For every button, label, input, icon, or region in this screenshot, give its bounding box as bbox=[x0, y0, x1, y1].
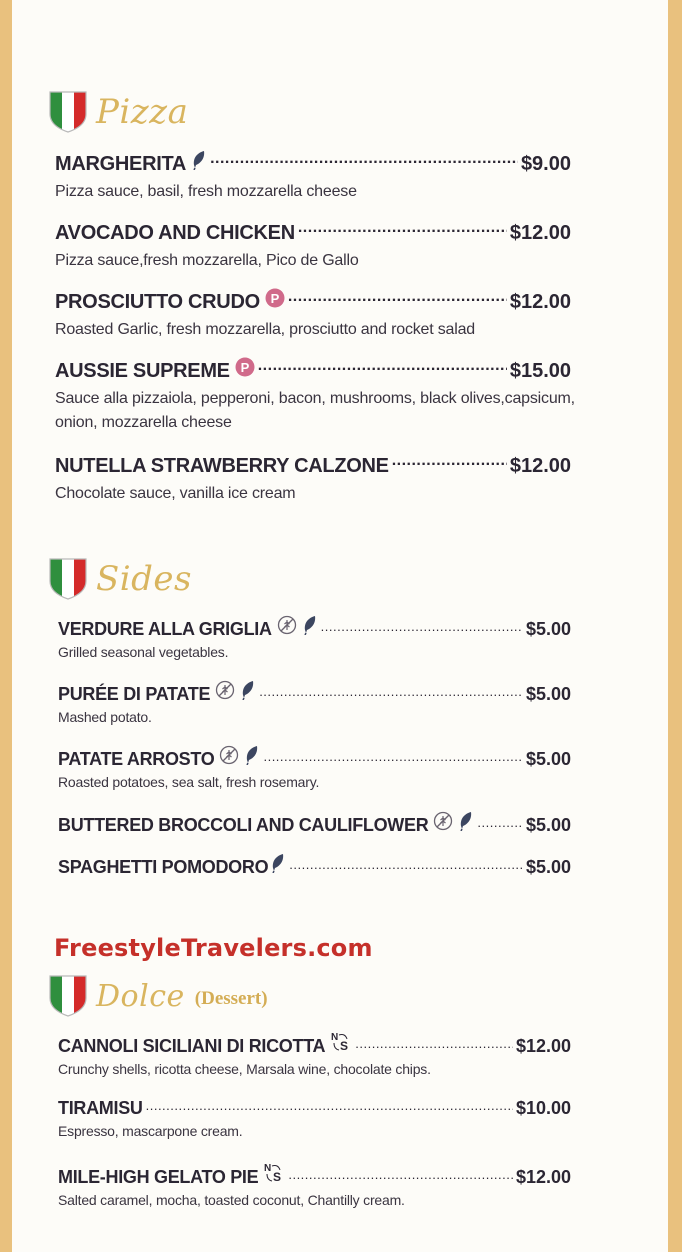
leader-dots bbox=[210, 150, 518, 170]
section-title: Pizza bbox=[96, 92, 189, 132]
item-name: SPAGHETTI POMODORO bbox=[58, 857, 269, 877]
menu-item bbox=[55, 288, 571, 342]
item-description: Chocolate sauce, vanilla ice cream bbox=[55, 485, 296, 502]
leader-dots bbox=[321, 617, 523, 635]
item-price: $5.00 bbox=[525, 857, 571, 877]
leader-dots bbox=[258, 357, 507, 377]
leader-dots bbox=[146, 1096, 513, 1114]
item-description: Grilled seasonal vegetables. bbox=[58, 644, 229, 660]
item-name: PURÉE DI PATATE bbox=[58, 684, 211, 704]
item-description: Sauce alla pizzaiola, pepperoni, bacon, mushrooms, black olives,capsicum, onion, mozzarella cheese bbox=[55, 390, 575, 431]
svg-text:P: P bbox=[270, 291, 280, 306]
watermark-text: FreestyleTravelers.com bbox=[54, 934, 373, 962]
item-name: BUTTERED BROCCOLI AND CAULIFLOWER bbox=[58, 815, 429, 835]
item-description: Crunchy shells, ricotta cheese, Marsala wine, chocolate chips. bbox=[58, 1061, 431, 1077]
leader-dots bbox=[288, 1165, 513, 1183]
item-name: MARGHERITA bbox=[55, 153, 187, 175]
pork-icon bbox=[235, 357, 255, 377]
leader-dots bbox=[298, 219, 507, 239]
menu-item bbox=[58, 1161, 571, 1208]
menu-item bbox=[58, 1030, 571, 1077]
leader-dots bbox=[288, 288, 507, 308]
item-name: VERDURE ALLA GRIGLIA bbox=[58, 619, 272, 639]
menu-item bbox=[55, 150, 571, 204]
svg-text:P: P bbox=[240, 360, 250, 375]
gluten-free-icon bbox=[433, 811, 453, 831]
item-name: TIRAMISU bbox=[58, 1098, 143, 1118]
item-price: $5.00 bbox=[525, 749, 571, 769]
menu-item bbox=[58, 1096, 571, 1139]
item-description: Espresso, mascarpone cream. bbox=[58, 1123, 243, 1139]
leaf-icon bbox=[240, 680, 256, 700]
svg-text:N: N bbox=[331, 1032, 339, 1043]
leaf-icon bbox=[270, 853, 286, 873]
leader-dots bbox=[259, 682, 523, 700]
leaf-icon bbox=[302, 615, 318, 635]
gluten-free-icon bbox=[215, 680, 235, 700]
menu-item bbox=[58, 853, 571, 878]
svg-text:S: S bbox=[340, 1039, 349, 1052]
dolce-section-header bbox=[48, 974, 268, 1018]
item-name: AVOCADO AND CHICKEN bbox=[55, 222, 295, 244]
menu-item bbox=[58, 745, 571, 790]
item-price: $5.00 bbox=[525, 619, 571, 639]
item-description: Mashed potato. bbox=[58, 709, 152, 725]
item-price: $12.00 bbox=[515, 1036, 571, 1056]
leader-dots bbox=[477, 813, 523, 831]
italian-flag-icon bbox=[48, 974, 88, 1018]
item-price: $10.00 bbox=[515, 1098, 571, 1118]
item-name: MILE-HIGH GELATO PIE bbox=[58, 1167, 259, 1187]
section-title: Sides bbox=[96, 559, 192, 599]
item-name: CANNOLI SICILIANI DI RICOTTA bbox=[58, 1036, 326, 1056]
menu-item bbox=[58, 615, 571, 660]
italian-flag-icon bbox=[48, 90, 88, 134]
item-price: $5.00 bbox=[525, 684, 571, 704]
leader-dots bbox=[392, 452, 507, 472]
leader-dots bbox=[355, 1034, 513, 1052]
leader-dots bbox=[263, 747, 522, 765]
item-description: Pizza sauce,fresh mozzarella, Pico de Gallo bbox=[55, 252, 359, 269]
item-price: $5.00 bbox=[525, 815, 571, 835]
item-description: Pizza sauce, basil, fresh mozzarella cheese bbox=[55, 183, 357, 200]
item-description: Roasted Garlic, fresh mozzarella, prosciutto and rocket salad bbox=[55, 321, 475, 338]
section-title: Dolce bbox=[96, 978, 185, 1014]
item-name: AUSSIE SUPREME bbox=[55, 360, 230, 382]
svg-text:N: N bbox=[264, 1163, 272, 1174]
menu-item bbox=[55, 357, 575, 435]
item-price: $15.00 bbox=[509, 360, 571, 382]
item-price: $9.00 bbox=[520, 153, 571, 175]
nuts-icon bbox=[263, 1161, 285, 1183]
sides-section-header bbox=[48, 557, 192, 601]
leaf-icon bbox=[458, 811, 474, 831]
item-description: Salted caramel, mocha, toasted coconut, Chantilly cream. bbox=[58, 1192, 405, 1208]
item-name: PROSCIUTTO CRUDO bbox=[55, 291, 260, 313]
leaf-icon bbox=[191, 150, 207, 170]
menu-item bbox=[55, 219, 571, 273]
item-name: PATATE ARROSTO bbox=[58, 749, 215, 769]
nuts-icon bbox=[330, 1030, 352, 1052]
menu-item bbox=[58, 811, 571, 836]
menu-item bbox=[55, 452, 571, 506]
item-description: Roasted potatoes, sea salt, fresh rosemary. bbox=[58, 774, 320, 790]
item-price: $12.00 bbox=[509, 222, 571, 244]
leader-dots bbox=[289, 855, 523, 873]
item-price: $12.00 bbox=[509, 455, 571, 477]
section-subtitle: (Dessert) bbox=[194, 988, 268, 1009]
italian-flag-icon bbox=[48, 557, 88, 601]
leaf-icon bbox=[244, 745, 260, 765]
svg-text:S: S bbox=[273, 1170, 282, 1183]
gluten-free-icon bbox=[219, 745, 239, 765]
gluten-free-icon bbox=[277, 615, 297, 635]
pork-icon bbox=[265, 288, 285, 308]
item-price: $12.00 bbox=[509, 291, 571, 313]
item-name: NUTELLA STRAWBERRY CALZONE bbox=[55, 455, 389, 477]
pizza-section-header bbox=[48, 90, 188, 134]
menu-item bbox=[58, 680, 571, 725]
item-price: $12.00 bbox=[515, 1167, 571, 1187]
